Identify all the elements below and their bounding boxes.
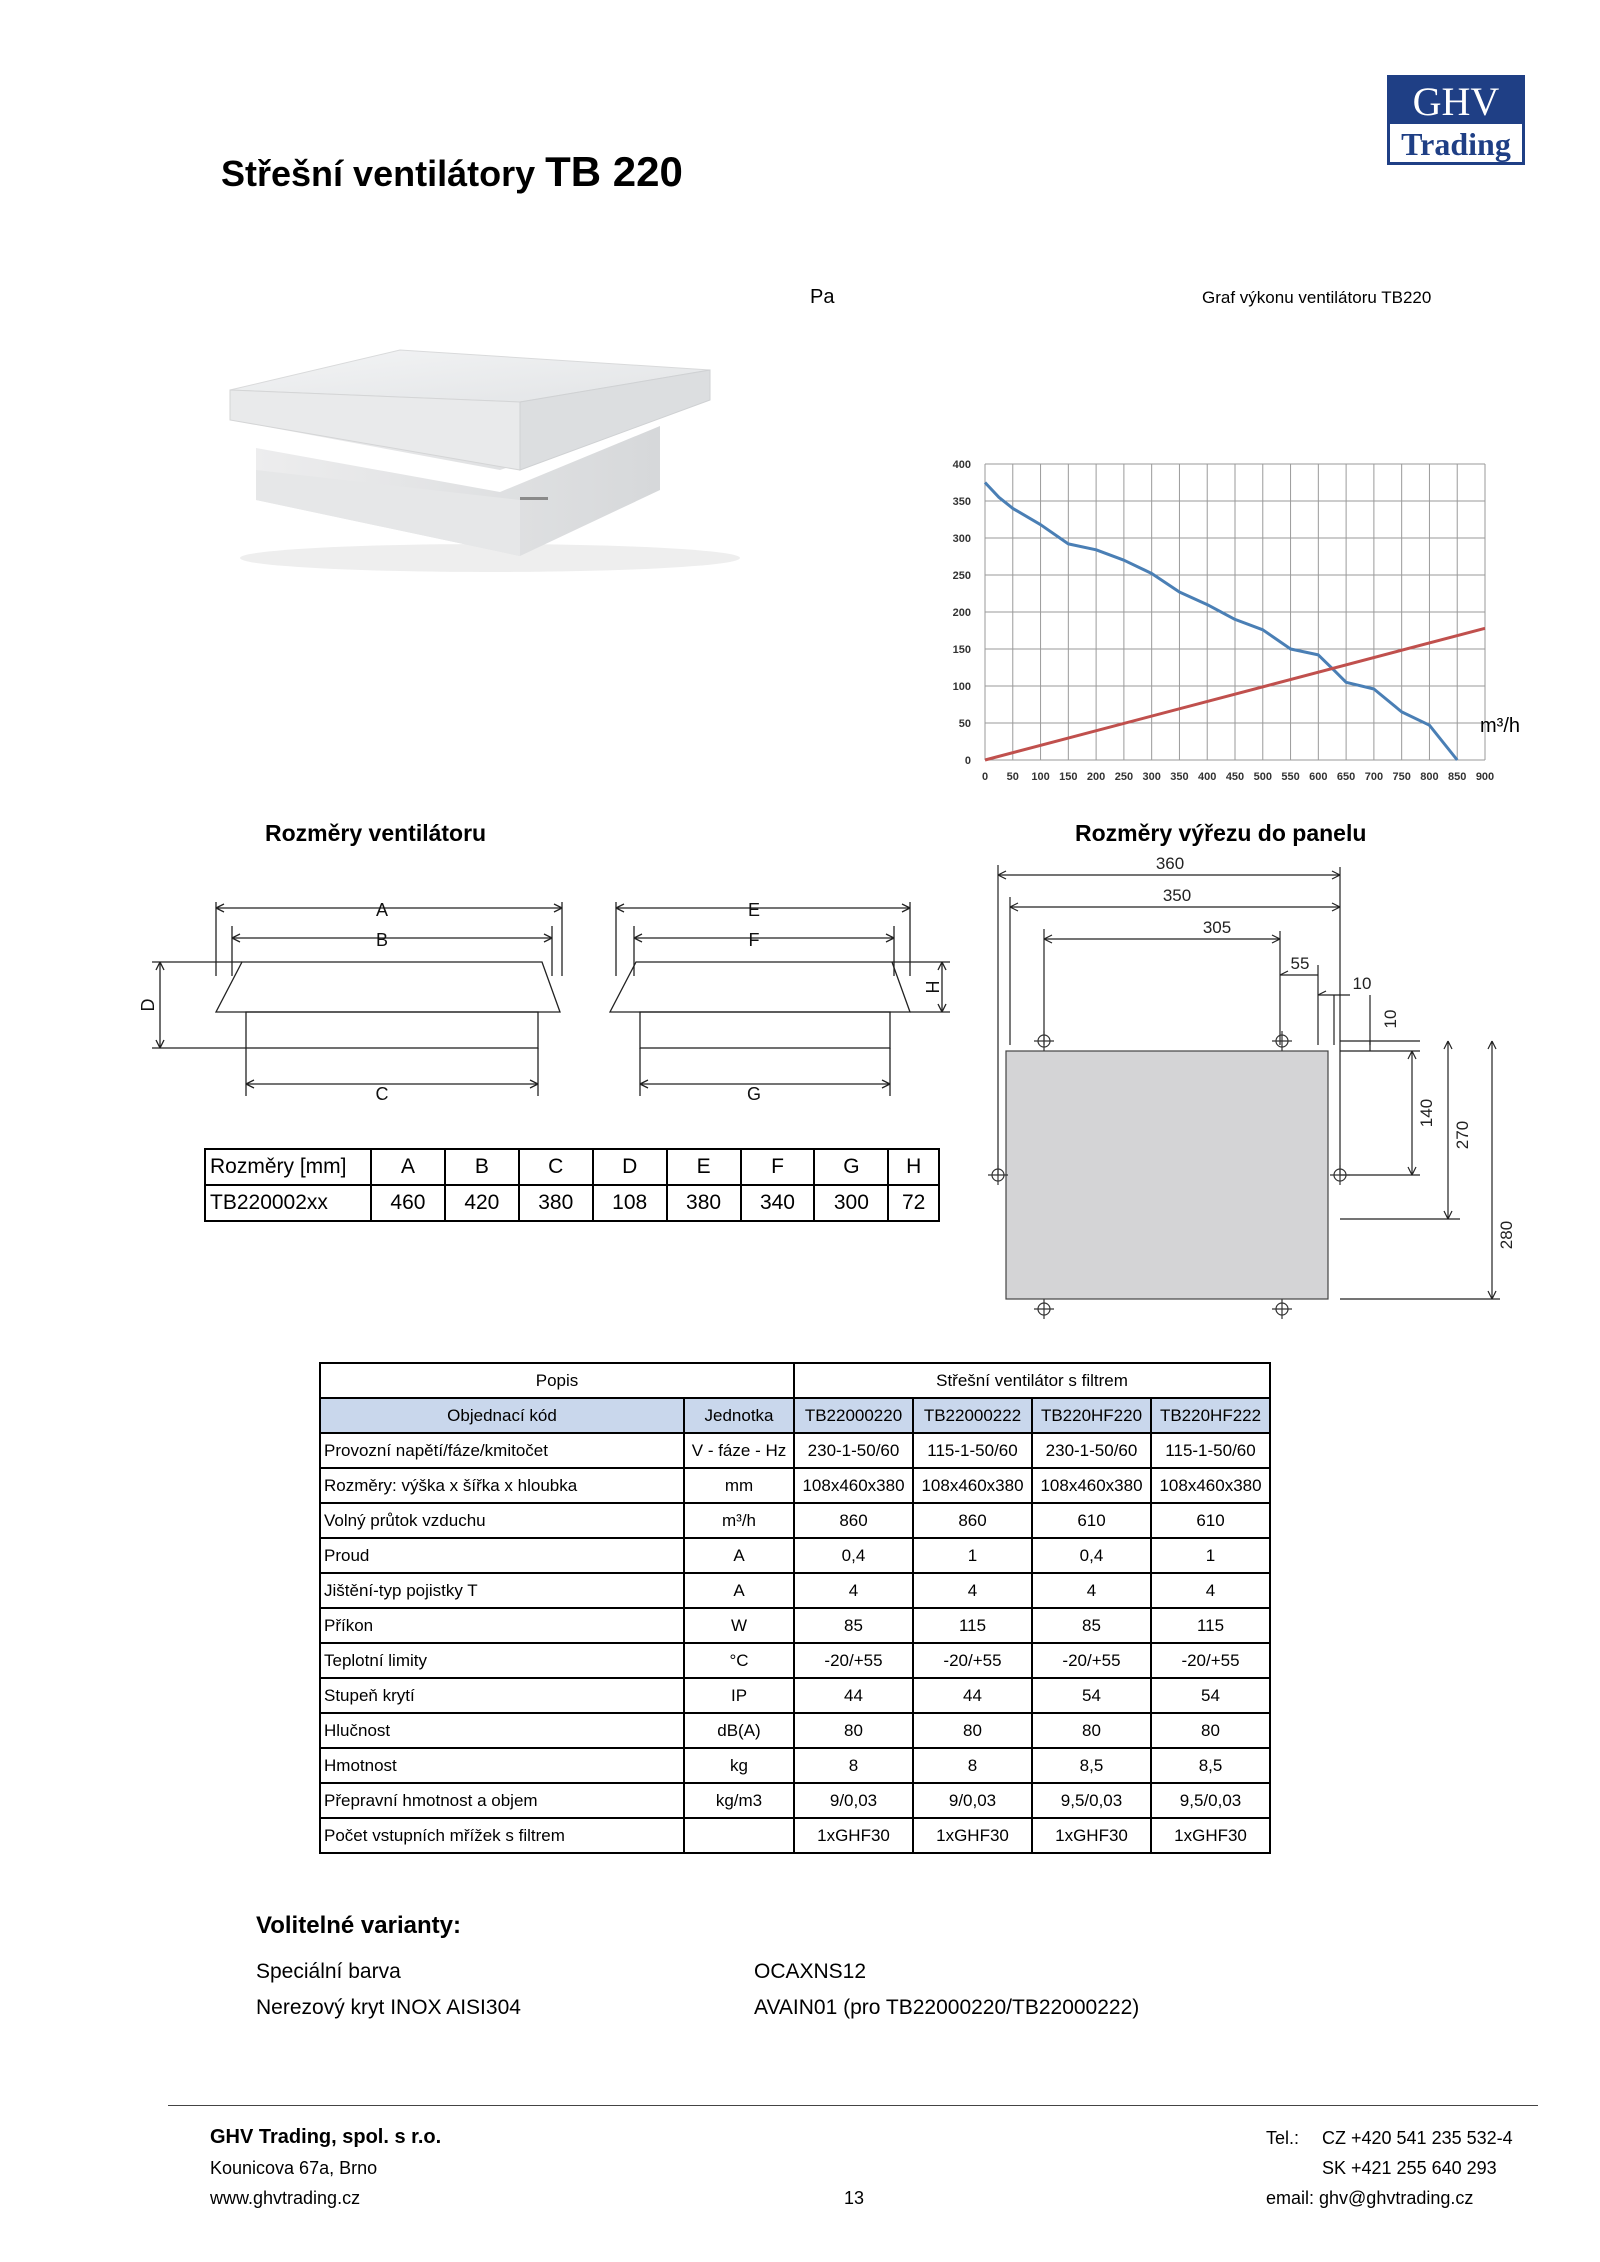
spec-top-row [320, 1363, 1270, 1398]
chart-x-tick-label: 550 [1281, 771, 1300, 783]
spec-header-cell: TB22000220 [794, 1398, 913, 1433]
footer-company: GHV Trading, spol. s r.o. [210, 2126, 442, 2148]
spec-value-cell: 80 [1151, 1713, 1270, 1748]
spec-value-cell: 108x460x380 [1151, 1468, 1270, 1503]
spec-header-cell: TB220HF220 [1032, 1398, 1151, 1433]
spec-header-cell: TB220HF222 [1151, 1398, 1270, 1433]
spec-param-cell: Stupeň krytí [320, 1678, 684, 1713]
spec-value-cell: 9/0,03 [794, 1783, 913, 1818]
spec-value-cell: 230-1-50/60 [794, 1433, 913, 1468]
spec-value-cell: 4 [794, 1573, 913, 1608]
spec-value-cell: 80 [1032, 1713, 1151, 1748]
chart-x-tick-label: 300 [1142, 771, 1161, 783]
cutout-dim-10-horizontal: 10 [1352, 974, 1372, 993]
spec-value-cell: 1 [1151, 1538, 1270, 1573]
spec-value-cell: 860 [913, 1503, 1032, 1538]
dimensions-header-cell: C [519, 1149, 593, 1185]
spec-value-cell: 44 [913, 1678, 1032, 1713]
spec-value-cell: 230-1-50/60 [1032, 1433, 1151, 1468]
title-model: TB 220 [545, 148, 683, 195]
spec-row [320, 1783, 1270, 1818]
footer-tel-label: Tel.: [1266, 2128, 1300, 2148]
dimensions-value-cell: 420 [445, 1185, 519, 1221]
performance-chart [800, 278, 1540, 783]
chart-y-tick-label: 200 [952, 607, 971, 619]
spec-value-cell: 54 [1151, 1678, 1270, 1713]
chart-x-tick-label: 450 [1225, 771, 1245, 783]
spec-row [320, 1573, 1270, 1608]
dim-label-e: E [747, 900, 761, 920]
spec-header-cell: Jednotka [684, 1398, 794, 1433]
chart-x-tick-label: 200 [1086, 771, 1106, 783]
spec-value-cell: 610 [1032, 1503, 1151, 1538]
spec-value-cell: 4 [1032, 1573, 1151, 1608]
page-title [221, 148, 683, 196]
fan-dimension-drawing [120, 880, 960, 1110]
spec-value-cell: 610 [1151, 1503, 1270, 1538]
spec-row [320, 1503, 1270, 1538]
cutout-dim-305: 305 [1202, 918, 1232, 937]
spec-value-cell: 4 [1151, 1573, 1270, 1608]
chart-x-tick-label: 150 [1059, 771, 1078, 783]
spec-param-cell: Hlučnost [320, 1713, 684, 1748]
spec-param-cell: Proud [320, 1538, 684, 1573]
dim-label-g: G [746, 1084, 762, 1104]
chart-y-tick-label: 250 [952, 570, 971, 582]
title-text: Střešní ventilátory [221, 153, 536, 194]
dimensions-header-cell: H [888, 1149, 939, 1185]
dimensions-value-cell: 108 [593, 1185, 667, 1221]
spec-value-cell: 115-1-50/60 [1151, 1433, 1270, 1468]
spec-value-cell: 9,5/0,03 [1032, 1783, 1151, 1818]
dimensions-value-cell: 380 [519, 1185, 593, 1221]
chart-y-tick-label: 300 [952, 533, 971, 545]
spec-unit-cell: kg [684, 1748, 794, 1783]
chart-x-tick-label: 650 [1336, 771, 1356, 783]
spec-row [320, 1643, 1270, 1678]
dimensions-header-cell: E [667, 1149, 741, 1185]
spec-header-cell: TB22000222 [913, 1398, 1032, 1433]
chart-x-tick-label: 900 [1475, 771, 1495, 783]
chart-ylabel: Pa [810, 286, 835, 308]
spec-row [320, 1713, 1270, 1748]
spec-value-cell: -20/+55 [794, 1643, 913, 1678]
spec-value-cell: 108x460x380 [1032, 1468, 1151, 1503]
spec-param-cell: Volný průtok vzduchu [320, 1503, 684, 1538]
chart-xlabel: m³/h [1480, 715, 1520, 737]
spec-value-cell: 54 [1032, 1678, 1151, 1713]
options-heading: Volitelné varianty: [256, 1912, 461, 1939]
spec-value-cell: 8 [913, 1748, 1032, 1783]
dimensions-value-cell: 340 [741, 1185, 815, 1221]
footer-divider [168, 2105, 1538, 2106]
spec-param-cell: Příkon [320, 1608, 684, 1643]
dim-label-f: F [748, 930, 760, 950]
spec-param-cell: Teplotní limity [320, 1643, 684, 1678]
spec-value-cell: -20/+55 [1032, 1643, 1151, 1678]
spec-header-cell: Objednací kód [320, 1398, 684, 1433]
dimensions-header-cell: Rozměry [mm] [205, 1149, 371, 1185]
cutout-dim-270: 270 [1453, 1120, 1472, 1150]
spec-unit-cell: IP [684, 1678, 794, 1713]
chart-y-tick-label: 350 [952, 496, 971, 508]
spec-param-cell: Jištění-typ pojistky T [320, 1573, 684, 1608]
dimensions-value-cell: 380 [667, 1185, 741, 1221]
spec-unit-cell: A [684, 1573, 794, 1608]
spec-value-cell: 0,4 [794, 1538, 913, 1573]
option-value: AVAIN01 (pro TB22000220/TB22000222) [754, 1996, 1140, 2019]
chart-y-tick-label: 400 [952, 459, 971, 471]
chart-x-tick-label: 350 [1170, 771, 1189, 783]
spec-param-cell: Provozní napětí/fáze/kmitočet [320, 1433, 684, 1468]
chart-x-tick-label: 0 [981, 771, 989, 783]
chart-ticks [953, 459, 1495, 783]
dimensions-header-cell: G [814, 1149, 888, 1185]
spec-value-cell: 80 [913, 1713, 1032, 1748]
fan-dimensions-heading: Rozměry ventilátoru [265, 820, 487, 846]
chart-y-tick-label: 0 [964, 755, 971, 767]
spec-unit-cell: mm [684, 1468, 794, 1503]
spec-value-cell: 0,4 [1032, 1538, 1151, 1573]
option-value: OCAXNS12 [754, 1960, 867, 1983]
panel-cutout-drawing [980, 845, 1520, 1325]
footer-email[interactable]: email: ghv@ghvtrading.cz [1266, 2188, 1474, 2208]
spec-param-cell: Rozměry: výška x šířka x hloubka [320, 1468, 684, 1503]
chart-y-tick-label: 50 [958, 718, 971, 730]
option-label: Nerezový kryt INOX AISI304 [256, 1996, 521, 2019]
dim-label-h: H [922, 980, 942, 994]
dimensions-header-cell: A [371, 1149, 445, 1185]
spec-row [320, 1678, 1270, 1713]
spec-value-cell: 1xGHF30 [794, 1818, 913, 1853]
spec-unit-cell: °C [684, 1643, 794, 1678]
spec-unit-cell: A [684, 1538, 794, 1573]
cutout-dim-55: 55 [1290, 954, 1310, 973]
spec-value-cell: 85 [1032, 1608, 1151, 1643]
chart-series-pressure-curve [985, 483, 1457, 761]
spec-unit-cell: m³/h [684, 1503, 794, 1538]
specification-table [319, 1362, 1271, 1854]
dim-label-b: B [375, 930, 389, 950]
spec-unit-cell: V - fáze - Hz [684, 1433, 794, 1468]
spec-value-cell: 1xGHF30 [1151, 1818, 1270, 1853]
spec-unit-cell [684, 1818, 794, 1853]
spec-value-cell: 1xGHF30 [913, 1818, 1032, 1853]
spec-value-cell: 9,5/0,03 [1151, 1783, 1270, 1818]
cutout-dim-10-vertical: 10 [1381, 1009, 1400, 1029]
cutout-dim-140: 140 [1417, 1098, 1436, 1128]
chart-y-tick-label: 150 [952, 644, 971, 656]
dimensions-header-cell: B [445, 1149, 519, 1185]
spec-param-cell: Přepravní hmotnost a objem [320, 1783, 684, 1818]
dimensions-header-cell: F [741, 1149, 815, 1185]
product-image [190, 330, 750, 580]
dimensions-header-row [205, 1149, 939, 1185]
spec-row [320, 1468, 1270, 1503]
dimensions-table [204, 1148, 940, 1222]
spec-value-cell: -20/+55 [1151, 1643, 1270, 1678]
spec-param-cell: Počet vstupních mřížek s filtrem [320, 1818, 684, 1853]
spec-unit-cell: dB(A) [684, 1713, 794, 1748]
chart-x-tick-label: 850 [1448, 771, 1467, 783]
dimensions-value-cell: TB220002xx [205, 1185, 371, 1221]
footer-website[interactable]: www.ghvtrading.cz [210, 2188, 361, 2208]
chart-x-tick-label: 50 [1006, 771, 1019, 783]
spec-value-cell: 1xGHF30 [1032, 1818, 1151, 1853]
dimensions-header-cell: D [593, 1149, 667, 1185]
dimensions-value-cell: 300 [814, 1185, 888, 1221]
chart-x-tick-label: 600 [1309, 771, 1328, 783]
spec-value-cell: 115 [1151, 1608, 1270, 1643]
spec-header-row [320, 1398, 1270, 1433]
footer-tel-cz: CZ +420 541 235 532-4 [1322, 2128, 1513, 2148]
dim-label-a: A [375, 900, 389, 920]
chart-x-tick-label: 100 [1031, 771, 1050, 783]
chart-title: Graf výkonu ventilátoru TB220 [1202, 288, 1432, 307]
spec-value-cell: 8 [794, 1748, 913, 1783]
spec-popis-cell: Popis [320, 1363, 794, 1398]
spec-value-cell: 85 [794, 1608, 913, 1643]
spec-value-cell: 860 [794, 1503, 913, 1538]
company-logo [1387, 75, 1525, 165]
chart-y-tick-label: 100 [952, 681, 971, 693]
spec-unit-cell: kg/m3 [684, 1783, 794, 1818]
dim-label-c: C [375, 1084, 389, 1104]
spec-value-cell: 115-1-50/60 [913, 1433, 1032, 1468]
spec-value-cell: 9/0,03 [913, 1783, 1032, 1818]
footer-tel-sk: SK +421 255 640 293 [1322, 2158, 1497, 2178]
dimensions-value-cell: 460 [371, 1185, 445, 1221]
logo-top-text: GHV [1390, 78, 1522, 124]
logo-bottom-text: Trading [1401, 126, 1511, 162]
chart-x-tick-label: 750 [1392, 771, 1411, 783]
chart-x-tick-label: 700 [1364, 771, 1384, 783]
spec-product-cell: Střešní ventilátor s filtrem [794, 1363, 1270, 1398]
dim-label-d: D [138, 998, 158, 1012]
cutout-dim-360: 360 [1155, 854, 1185, 873]
footer-address: Kounicova 67a, Brno [210, 2158, 378, 2178]
chart-x-tick-label: 250 [1114, 771, 1134, 783]
cutout-dim-280: 280 [1497, 1220, 1516, 1250]
spec-value-cell: 115 [913, 1608, 1032, 1643]
spec-param-cell: Hmotnost [320, 1748, 684, 1783]
spec-unit-cell: W [684, 1608, 794, 1643]
spec-value-cell: 44 [794, 1678, 913, 1713]
spec-value-cell: 1 [913, 1538, 1032, 1573]
spec-value-cell: 108x460x380 [794, 1468, 913, 1503]
spec-value-cell: 8,5 [1032, 1748, 1151, 1783]
spec-value-cell: 80 [794, 1713, 913, 1748]
dimensions-value-cell: 72 [888, 1185, 939, 1221]
spec-row [320, 1433, 1270, 1468]
spec-row [320, 1818, 1270, 1853]
spec-value-cell: 8,5 [1151, 1748, 1270, 1783]
spec-value-cell: -20/+55 [913, 1643, 1032, 1678]
chart-x-tick-label: 800 [1420, 771, 1439, 783]
panel-cutout-heading: Rozměry výřezu do panelu [1075, 820, 1367, 846]
spec-row [320, 1748, 1270, 1783]
spec-value-cell: 4 [913, 1573, 1032, 1608]
chart-x-tick-label: 400 [1198, 771, 1217, 783]
spec-row [320, 1608, 1270, 1643]
cutout-dim-350: 350 [1162, 886, 1192, 905]
spec-value-cell: 108x460x380 [913, 1468, 1032, 1503]
spec-row [320, 1538, 1270, 1573]
dimensions-value-row [205, 1185, 939, 1221]
chart-x-tick-label: 500 [1253, 771, 1272, 783]
option-label: Speciální barva [256, 1960, 401, 1983]
page-number: 13 [844, 2188, 865, 2208]
